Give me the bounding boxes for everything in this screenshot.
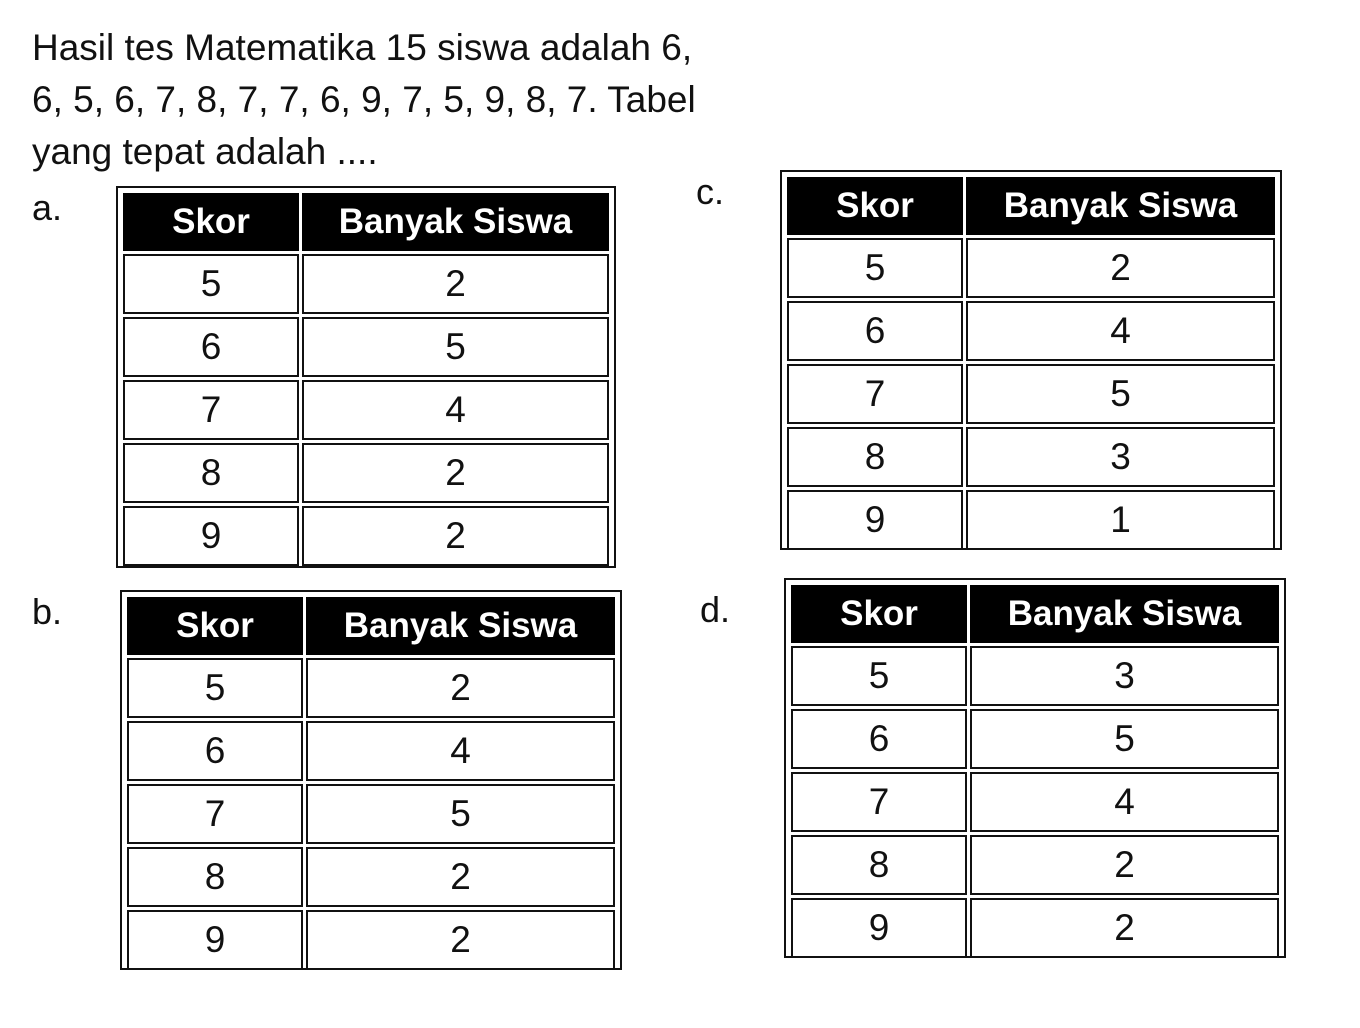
table-row: [123, 254, 609, 314]
cell-skor: 5: [127, 658, 303, 718]
cell-count: 2: [306, 910, 615, 970]
cell-skor: 5: [787, 238, 963, 298]
table-row: [127, 910, 615, 970]
cell-count: 2: [970, 835, 1279, 895]
cell-count: 2: [306, 658, 615, 718]
table-row: [127, 847, 615, 907]
header-skor: Skor: [127, 597, 303, 655]
header-banyak-siswa: Banyak Siswa: [970, 585, 1279, 643]
option-a-table[interactable]: [116, 186, 616, 568]
cell-skor: 8: [123, 443, 299, 503]
cell-count: 2: [966, 238, 1275, 298]
option-a-letter[interactable]: a.: [32, 187, 63, 228]
cell-count: 2: [306, 847, 615, 907]
cell-count: 1: [966, 490, 1275, 550]
header-skor: Skor: [787, 177, 963, 235]
table-row: [791, 835, 1279, 895]
cell-skor: 9: [787, 490, 963, 550]
header-skor: Skor: [123, 193, 299, 251]
cell-skor: 6: [787, 301, 963, 361]
cell-skor: 9: [791, 898, 967, 958]
cell-skor: 8: [127, 847, 303, 907]
table-row: [123, 506, 609, 566]
cell-count: 2: [302, 443, 609, 503]
header-banyak-siswa: Banyak Siswa: [306, 597, 615, 655]
cell-count: 3: [970, 646, 1279, 706]
question-line-2: 6, 5, 6, 7, 8, 7, 7, 6, 9, 7, 5, 9, 8, 7. Tabel: [32, 79, 696, 120]
option-b-letter[interactable]: b.: [32, 591, 63, 632]
cell-skor: 7: [791, 772, 967, 832]
cell-skor: 6: [791, 709, 967, 769]
table-row: [123, 317, 609, 377]
table-row: [787, 238, 1275, 298]
table-row: [791, 709, 1279, 769]
cell-count: 2: [302, 506, 609, 566]
cell-count: 5: [302, 317, 609, 377]
cell-skor: 5: [791, 646, 967, 706]
option-d-table[interactable]: [784, 578, 1286, 958]
cell-count: 4: [306, 721, 615, 781]
cell-count: 4: [302, 380, 609, 440]
table-row: [791, 898, 1279, 958]
table-row: [791, 646, 1279, 706]
cell-skor: 8: [791, 835, 967, 895]
cell-count: 4: [970, 772, 1279, 832]
header-banyak-siswa: Banyak Siswa: [302, 193, 609, 251]
table-row: [787, 490, 1275, 550]
cell-count: 3: [966, 427, 1275, 487]
option-d-letter[interactable]: d.: [700, 589, 731, 630]
cell-skor: 7: [123, 380, 299, 440]
cell-skor: 7: [127, 784, 303, 844]
cell-skor: 6: [127, 721, 303, 781]
table-row: [127, 784, 615, 844]
cell-count: 5: [966, 364, 1275, 424]
table-row: [127, 721, 615, 781]
question-line-3: yang tepat adalah ....: [32, 131, 378, 172]
table-row: [791, 772, 1279, 832]
table-row: [123, 380, 609, 440]
cell-skor: 9: [127, 910, 303, 970]
option-c-table[interactable]: [780, 170, 1282, 550]
header-banyak-siswa: Banyak Siswa: [966, 177, 1275, 235]
table-row: [123, 443, 609, 503]
cell-count: 2: [302, 254, 609, 314]
cell-skor: 5: [123, 254, 299, 314]
table-row: [127, 658, 615, 718]
option-b-table[interactable]: [120, 590, 622, 970]
table-row: [787, 427, 1275, 487]
cell-count: 4: [966, 301, 1275, 361]
question-text: [32, 22, 752, 178]
header-skor: Skor: [791, 585, 967, 643]
table-row: [787, 301, 1275, 361]
cell-count: 5: [970, 709, 1279, 769]
option-c-letter[interactable]: c.: [696, 171, 725, 212]
cell-skor: 6: [123, 317, 299, 377]
cell-skor: 8: [787, 427, 963, 487]
cell-skor: 7: [787, 364, 963, 424]
cell-skor: 9: [123, 506, 299, 566]
cell-count: 2: [970, 898, 1279, 958]
cell-count: 5: [306, 784, 615, 844]
table-row: [787, 364, 1275, 424]
question-line-1: Hasil tes Matematika 15 siswa adalah 6,: [32, 27, 693, 68]
